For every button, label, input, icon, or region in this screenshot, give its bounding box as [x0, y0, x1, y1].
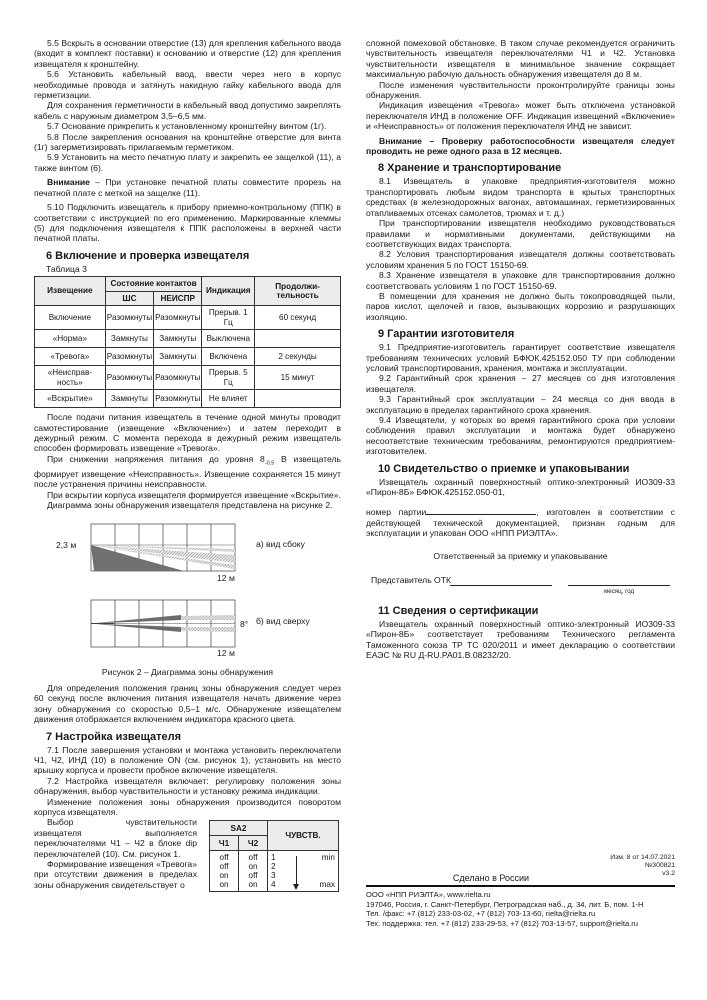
paragraph-continued: сложной помеховой обстановке. В таком случае рекомендуется ограничить чувствительность извещателя переключателями Ч1 и Ч2. Установка чувствительности извещателя в минимальное значение сокращает максимальную рабочую дальность обнаружения извещателя до 8 м. — [366, 38, 675, 80]
cell-indication: Прерыв. 5 Гц — [202, 366, 255, 390]
responsible-label: Ответственный за приемку и упаковывание — [433, 550, 608, 561]
paragraph-9-4: 9.4 Извещатели, у которых во время гарантийного срока при условии соблюдения правил эксплуатации и монтажа будет обнаружено несоответствие техническим требованиям, ремонтируются предприятием-изготовителем. — [366, 415, 675, 457]
footer — [366, 854, 675, 928]
paragraph-7-4: Формирование извещения «Тревога» при отсутствии движения в пределах зоны обнаружения свидетельствует о — [34, 859, 197, 890]
text-span: При снижении напряжения питания до уровня 8 — [47, 453, 265, 464]
cell-duration — [255, 330, 341, 348]
paragraph-8-2: 8.2 Условия транспортирования извещателя должны соответствовать условиям хранения 5 по ГОСТ 15150-69. — [366, 249, 675, 270]
table-3-caption: Таблица 3 — [46, 263, 87, 274]
paragraph-6-a: После подачи питания извещатель в течение одной минуты проводит самотестирование (извещение «Включение») и затем переходит в дежурный режим. С момента перехода в дежурный режим извещатель способен формировать извещение «Тревога». — [34, 412, 341, 454]
ch2-values — [239, 851, 268, 892]
paragraph-5-9: 5.9 Установить на место печатную плату и закрепить ее защелкой (11), а также винтом (6). — [34, 152, 341, 173]
header-duration: Продолжи-тельность — [255, 277, 341, 306]
cell-duration: 2 секунды — [255, 348, 341, 366]
distance-label-top: 12 м — [217, 647, 235, 658]
revision-label: Изм. 8 от 14.07.2021 — [610, 854, 675, 861]
company-name: ООО «НПП РИЭЛТА», www.rielta.ru — [366, 890, 491, 899]
cell-shs: Разомкнуты — [105, 366, 153, 390]
voltage-subscript: -0,5 — [264, 460, 275, 467]
paragraph-9-2: 9.2 Гарантийный срок хранения – 27 месяцев со дня изготовления извещателя. — [366, 373, 675, 394]
cell-duration: 15 минут — [255, 366, 341, 390]
ch1-value: off — [219, 862, 229, 872]
paragraph-indication: Индикация извещения «Тревога» может быть отключена установкой переключателя ИНД в положение OFF. Индикация извещений «Включение» и «Неисправность» от положения переключателя ИНД не зависит. — [366, 100, 675, 132]
footer-divider — [366, 885, 675, 887]
paragraph-9-1: 9.1 Предприятие-изготовитель гарантирует соответствие извещателя требованиям технических условий БФЮК.425152.050 ТУ при соблюдении условий транспортирования, хранения, монтажа и эксплуатации. — [366, 342, 675, 373]
otk-signature-line[interactable] — [450, 575, 552, 586]
table-3 — [34, 276, 341, 408]
angle-label: 8° — [240, 618, 249, 629]
paragraph-after-sensitivity: После изменения чувствительности проконтролируйте границы зоны обнаружения. — [366, 79, 675, 101]
side-view-label: а) вид сбоку — [256, 538, 305, 549]
level-value: 4 — [271, 880, 276, 890]
table-row — [35, 330, 341, 348]
cell-neispr: Замкнуты — [154, 348, 202, 366]
cell-neispr: Разомкнуты — [154, 390, 202, 408]
paragraph-5-10: 5.10 Подключить извещатель к прибору приемно-контрольному (ППК) в соответствии с инструкцией по его применению. Маркированные клеммы (5) для подключения извещателя к ППК расположены в верхней части печатной платы. — [34, 202, 341, 244]
ch1-value: on — [219, 871, 229, 881]
arrow-down-icon — [296, 856, 297, 886]
section-9-title: 9 Гарантии изготовителя — [378, 328, 515, 341]
paragraph-7-2: 7.2 Настройка извещателя включает: регулировку положения зоны обнаружения, выбор чувствительности и установку режима индикации. — [34, 775, 341, 797]
sa2-sensitivity-table — [209, 820, 339, 892]
cell-shs: Разомкнуты — [105, 348, 153, 366]
paragraph-8-1: 8.1 Извещатель в упаковке предприятия-изготовителя можно транспортировать любым видом транспорта в крытых транспортных средствах (в железнодорожных вагонах, автомашинах, герметизированных отапливаемых отсеках самолетов, трюмах и т. д.) — [366, 176, 675, 218]
right-column — [366, 38, 675, 661]
warning-text: – При установке печатной платы совместите прорезь на печатной плате с меткой на защелке (11). — [34, 177, 341, 198]
paragraph-5-8: 5.8 После закрепления основания на кронштейне отверстие для винта (1г) загерметизировать прилагаемым герметиком. — [34, 131, 341, 153]
cell-neispr: Замкнуты — [154, 330, 202, 348]
paragraph-10-2 — [366, 507, 675, 538]
cell-shs: Разомкнуты — [105, 306, 153, 330]
ch2-value: off — [248, 853, 258, 863]
warning-check-text: Внимание – Проверку работоспособности извещателя следует проводить не реже одного раза в 12 месяцев. — [366, 135, 675, 157]
cell-indication: Выключена — [202, 330, 255, 348]
header-neispr: НЕИСПР — [154, 291, 202, 306]
paragraph-8-3b: В помещении для хранения не должно быть токопроводящей пыли, паров кислот, щелочей и газов, вызывающих коррозию и разрушающих изоляцию. — [366, 290, 675, 322]
section-7-title: 7 Настройка извещателя — [46, 730, 182, 743]
cell-notice: Включение — [35, 306, 106, 330]
ch2-value: on — [248, 880, 258, 890]
date-signature-line[interactable] — [568, 575, 670, 586]
document-number: №300821 — [645, 861, 675, 869]
company-phones: Тел. /факс: +7 (812) 233-03-02, +7 (812) 703-13-60, rielta@rielta.ru — [366, 909, 596, 919]
cell-neispr: Разомкнуты — [154, 366, 202, 390]
paragraph-5-7: 5.7 Основание прикрепить к установленному кронштейну винтом (1г). — [47, 121, 327, 132]
header-shs: ШС — [105, 291, 153, 306]
cell-indication: Прерыв. 1 Гц — [202, 306, 255, 330]
cell-shs: Замкнуты — [105, 390, 153, 408]
level-value: 2 — [271, 862, 276, 872]
month-year-label: месяц, год — [604, 588, 635, 596]
figure-2-detection-zone — [34, 519, 341, 667]
cell-indication: Не влияет — [202, 390, 255, 408]
level-value: 1 — [271, 853, 276, 863]
level-value: 3 — [271, 871, 276, 881]
cell-indication: Включена — [202, 348, 255, 366]
header-ch1: Ч1 — [210, 836, 239, 851]
sensitivity-levels — [268, 851, 339, 892]
header-ch2: Ч2 — [239, 836, 268, 851]
batch-label: номер партии — [366, 507, 427, 518]
contacts-block — [366, 890, 675, 928]
warning-label: Внимание — [47, 177, 90, 188]
cell-duration — [255, 390, 341, 408]
paragraph-8-1b: При транспортировании извещателя необходимо руководствоваться правилами и нормативными документами, действующими на соответствующих видах транспорта. — [366, 218, 675, 249]
paragraph-6-c: При вскрытии корпуса извещателя формируется извещение «Вскрытие». — [47, 489, 341, 500]
ch2-value: off — [248, 871, 258, 881]
min-label: min — [321, 853, 335, 863]
header-notice: Извещение — [35, 277, 106, 306]
paragraph-9-3: 9.3 Гарантийный срок эксплуатации – 24 месяца со дня ввода в эксплуатацию в пределах гарантийного срока хранения. — [366, 394, 675, 415]
section-10-title: 10 Свидетельство о приемке и упаковывании — [378, 462, 630, 475]
paragraph-7-3: Выбор чувствительности извещателя выполняется переключателями Ч1 – Ч2 в блоке dip переключателей (10). См. рисунок 1. — [34, 817, 197, 859]
cell-notice: «Неисправ-ность» — [35, 366, 106, 390]
ch1-values — [210, 851, 239, 892]
paragraph-6-d: Диаграмма зоны обнаружения извещателя представлена на рисунке 2. — [47, 500, 333, 511]
section-11-title: 11 Сведения о сертификации — [378, 605, 539, 618]
section-8-title: 8 Хранение и транспортирование — [378, 162, 562, 175]
paragraph-11: Извещатель охранный поверхностный оптико-электронный ИО309-33 «Пирон-8Б» соответствует требованиям Технического регламента Таможенного союза ТР ТС 020/2011 и имеет декларацию о соответствии ЕАЭС № RU Д-RU.PA01.B.08232/20. — [366, 619, 675, 661]
cell-duration: 60 секунд — [255, 306, 341, 330]
header-contacts: Состояние контактов — [105, 277, 202, 292]
header-sa2: SA2 — [210, 821, 268, 836]
table-row — [35, 366, 341, 390]
paragraph-6-b — [34, 454, 341, 490]
paragraph-8-3: 8.3 Хранение извещателя в упаковке для транспортирования должно соответствовать условиям 1 по ГОСТ 15150-69. — [366, 270, 675, 291]
batch-number-line[interactable] — [426, 514, 536, 515]
table-row — [35, 306, 341, 330]
paragraph-5-6b: Для сохранения герметичности в кабельный ввод допустимо закреплять кабель с наружным диаметром 3,5–6,5 мм. — [34, 100, 341, 121]
left-column — [34, 38, 341, 897]
paragraph-7-2b: Изменение положения зоны обнаружения производится поворотом корпуса извещателя. — [34, 796, 341, 817]
paragraph-7-1: 7.1 После завершения установки и монтажа установить переключатели Ч1, Ч2, ИНД (10) в положение ON (см. рисунок 1), установить на место крышку корпуса и провести пробное включение извещателя. — [34, 744, 341, 776]
company-address: 197046, Россия, г. Санкт-Петербург, Петроградская наб., д. 34, лит. Б, пом. 1-Н — [366, 899, 644, 909]
paragraph-5-5: 5.5 Вскрыть в основании отверстие (13) для крепления кабельного ввода (входит в комплект поставки) к основанию и отверстие (12) для крепления извещателя к кронштейну. — [34, 38, 341, 69]
table-row — [35, 390, 341, 408]
text-span: , изготовлен в соответствии с действующей технической документацией, признан годным для эксплуатации и упакован ООО «НПП РИЭЛТА». — [366, 507, 675, 539]
ch1-value: off — [219, 853, 229, 863]
otk-signature-row — [366, 575, 675, 599]
cell-neispr: Разомкнуты — [154, 306, 202, 330]
cell-notice: «Норма» — [35, 330, 106, 348]
distance-label-side: 12 м — [217, 572, 235, 583]
version-label: v3.2 — [662, 869, 675, 877]
paragraph-6-e: Для определения положения границ зоны обнаружения следует через 60 секунд после включения питания извещателя начать движение через зону обнаружения со скоростью 0,5–1 м/с. Обнаружение извещателем движения отображается включением индикатора красного цвета. — [34, 682, 341, 725]
header-sensitivity: ЧУВСТВ. — [268, 821, 339, 851]
paragraph-10-1: Извещатель охранный поверхностный оптико-электронный ИО309-33 «Пирон-8Б» БФЮК.425152.050-01, — [366, 476, 675, 498]
warning-check — [366, 136, 675, 157]
section-6-title: 6 Включение и проверка извещателя — [46, 249, 250, 262]
ch1-value: on — [219, 880, 229, 890]
sensitivity-text — [34, 817, 197, 890]
warning-paragraph — [34, 177, 341, 198]
support-contacts: Тех. поддержка: тел. +7 (812) 233-29-53, +7 (812) 703-13-57, support@rielta.ru — [366, 918, 639, 928]
figure-2-caption: Рисунок 2 – Диаграмма зоны обнаружения — [101, 666, 274, 677]
cell-shs: Замкнуты — [105, 330, 153, 348]
cell-notice: «Вскрытие» — [35, 390, 106, 408]
height-label: 2,3 м — [56, 539, 77, 550]
max-label: max — [319, 880, 335, 890]
made-in-russia: Сделано в России — [452, 873, 530, 883]
text-span: В извещатель формирует извещение «Неисправность». Извещение сохраняется 15 минут после устранения причины неисправности. — [34, 453, 341, 490]
table-row — [35, 348, 341, 366]
top-view-label: б) вид сверху — [256, 615, 310, 626]
header-indication: Индикация — [202, 277, 255, 306]
paragraph-5-6: 5.6 Установить кабельный ввод, ввести через него в корпус необходимые провода и затянуть накидную гайку кабельного ввода для герметизации. — [34, 69, 341, 101]
otk-label: Представитель ОТК — [371, 575, 451, 586]
cell-notice: «Тревога» — [35, 348, 106, 366]
ch2-value: on — [248, 862, 258, 872]
sensitivity-block — [34, 817, 341, 897]
